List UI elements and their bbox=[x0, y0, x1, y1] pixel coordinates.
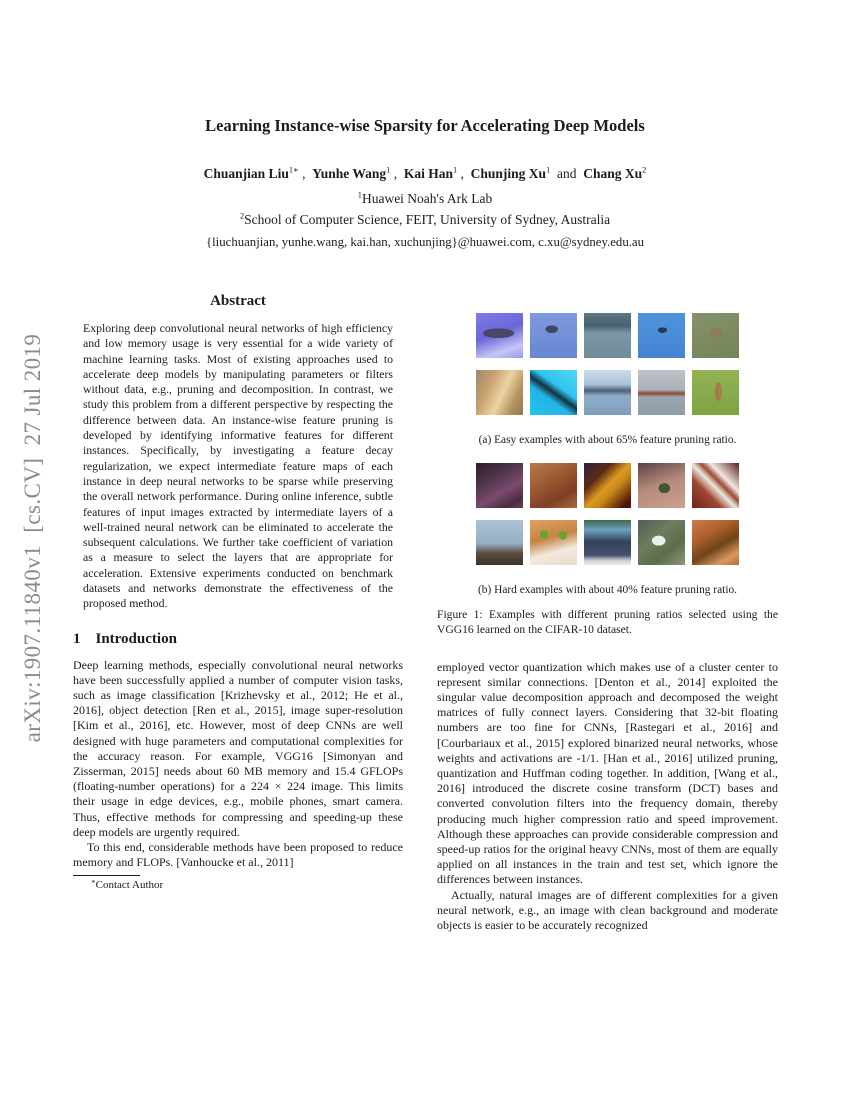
footnote-text: ∗Contact Author bbox=[91, 878, 164, 892]
figure-image-jet-blue-sky bbox=[530, 313, 577, 358]
author-3: Kai Han$^1$ , bbox=[403, 165, 471, 181]
figure-panel-b-caption: (b) Hard examples with about 40% feature pruning ratio. bbox=[477, 584, 738, 596]
right-paragraph-2: Actually, natural images are of different complexities for a given neural network, e.g., an image with clean background and moderate objects is easier to be accurately recognized bbox=[437, 887, 778, 933]
author-5-superscript: 2 bbox=[642, 165, 647, 175]
section-heading-introduction bbox=[73, 631, 403, 648]
figure-image-deer-grass bbox=[692, 370, 739, 415]
right-column bbox=[437, 313, 778, 933]
figure-image-cat-face bbox=[530, 520, 577, 565]
figure-image-biplane-red bbox=[692, 463, 739, 508]
footnote bbox=[73, 875, 403, 891]
figure-image-dog-orange bbox=[692, 520, 739, 565]
figure-image-red-ship bbox=[638, 370, 685, 415]
author-4-superscript: 1 bbox=[546, 165, 551, 175]
affiliation-1: $^1$Huawei Noah's Ark Lab bbox=[357, 190, 493, 206]
arxiv-sidebar-label: arXiv:1907.11840v1 [cs.CV] 27 Jul 2019 bbox=[20, 333, 45, 743]
section-number: 1 bbox=[73, 630, 81, 647]
figure-image-bird-grass bbox=[692, 313, 739, 358]
author-separator: and bbox=[550, 166, 584, 181]
figure-1 bbox=[437, 313, 778, 638]
author-4: Chunjing Xu$^1$ and bbox=[470, 165, 584, 181]
author-1: Chuanjian Liu$^{1∗}$ , bbox=[203, 165, 313, 181]
figure-panel-a-grid bbox=[476, 313, 739, 415]
affiliation-2: $^2$School of Computer Science, FEIT, University of Sydney, Australia bbox=[239, 211, 611, 227]
author-2: Yunhe Wang$^1$ , bbox=[312, 165, 404, 181]
section-title: Introduction bbox=[95, 630, 177, 647]
figure-image-airplane-violet-sky bbox=[476, 313, 523, 358]
author-3-superscript: 1 bbox=[452, 165, 458, 175]
emails-line: {liuchuanjian, yunhe.wang, kai.han, xuchunjing}@huawei.com, c.xu@sydney.edu.au bbox=[205, 235, 645, 249]
figure-image-bird-blue-sky bbox=[638, 313, 685, 358]
left-column bbox=[73, 293, 403, 891]
figure-image-animal-cage bbox=[476, 370, 523, 415]
figure-panel-a-caption: (a) Easy examples with about 65% feature pruning ratio. bbox=[478, 434, 737, 446]
author-separator: , bbox=[457, 166, 471, 181]
figure-image-frog-hand bbox=[638, 463, 685, 508]
right-paragraph-1: employed vector quantization which makes use of a cluster center to represent similar connections. [Denton et al., 2014] exploited the singular value decomposition approach and decomposed the weight matrices of fully connect layers. Considering that 32-bit floating numbers are too fine for CNNs, [Rastegari et al., 2016] and [Courbariaux et al., 2015] explored binarized neural networks, whose weights and activations are -1/1. [Han et al., 2016] utilized pruning, quantization and Huffman coding together. In addition, [Wang et al., 2016] introduced the discrete cosine transform (DCT) bases and converted convolution filters into the frequency domain, thereby producing much higher compression ratio and speed improvement. Although these approaches can provide considerable compression and speed-up ratios for the original heavy CNNs, most of them are equally applied on all instances in the train and test set, which ignore the differences between instances. bbox=[437, 659, 778, 887]
figure-image-truck-road bbox=[638, 520, 685, 565]
figure-image-bird-rock bbox=[476, 520, 523, 565]
figure-image-yellow-car bbox=[584, 463, 631, 508]
author-5: Chang Xu$^2$ bbox=[583, 165, 647, 181]
figure-1-caption: Figure 1: Examples with different pruning ratios selected using the VGG16 learned on the CIFAR-10 dataset. bbox=[437, 608, 778, 636]
author-line bbox=[40, 166, 810, 182]
figure-image-plane-crowd bbox=[584, 520, 631, 565]
footnote-rule bbox=[73, 875, 140, 876]
figure-image-sea-mountains bbox=[584, 313, 631, 358]
author-1-superscript: 1∗ bbox=[288, 165, 299, 175]
author-separator: , bbox=[390, 166, 404, 181]
figure-image-cat-dark bbox=[476, 463, 523, 508]
author-2-superscript: 1 bbox=[386, 165, 391, 175]
abstract-text: Exploring deep convolutional neural networks of high efficiency and low memory usage is very essential for a wide variety of machine learning tasks. Most of existing approaches used to accelerate deep models by manipulating parameters or filters without data, e.g., pruning and decomposition. In contrast, we study this problem from a different perspective by respecting the difference between data. An instance-wise feature pruning is developed by identifying informative features for different instances. Specifically, by investigating a feature decay regularization, we expect intermediate feature maps of each instance in deep neural networks to be sparse while preserving the overall network performance. During online inference, subtle features of input images extracted by intermediate layers of a well-trained neural network can be eliminated to accelerate the subsequent calculations. We further take coefficient of variation as a measure to select the layers that are appropriate for acceleration. Extensive experiments conducted on benchmark datasets and networks demonstrate the effectiveness of the proposed method. bbox=[83, 321, 393, 611]
author-separator: , bbox=[298, 166, 313, 181]
paper-header bbox=[40, 116, 810, 250]
figure-panel-b-grid bbox=[476, 463, 739, 565]
intro-paragraph-1: Deep learning methods, especially convolutional neural networks have been successfully applied a number of computer vision tasks, such as image classification [Krizhevsky et al., 2012; He et al., 2016], object detection [Ren et al., 2015], image super-resolution [Kim et al., 2016], etc. However, most of deep CNNs are well designed with huge parameters and computational complexities for the accuracy reason. For example, VGG16 [Simonyan and Zisserman, 2015] needs about 60 MB memory and 15.4 GFLOPs (floating-number operations) for a 224 × 224 image. This limits their usage in edge devices, e.g., mobile phones, smart camera. Thus, effective methods for compressing and speeding-up these deep models are urgently required. bbox=[73, 657, 403, 839]
abstract-heading: Abstract bbox=[210, 293, 266, 309]
intro-paragraph-2: To this end, considerable methods have been proposed to reduce memory and FLOPs. [Vanhoucke et al., 2011] bbox=[73, 840, 403, 870]
paper-title: Learning Instance-wise Sparsity for Accelerating Deep Models bbox=[205, 116, 645, 135]
figure-image-dog-redbrown bbox=[530, 463, 577, 508]
figure-image-jet-cyan-sky bbox=[530, 370, 577, 415]
figure-image-ship-horizon bbox=[584, 370, 631, 415]
